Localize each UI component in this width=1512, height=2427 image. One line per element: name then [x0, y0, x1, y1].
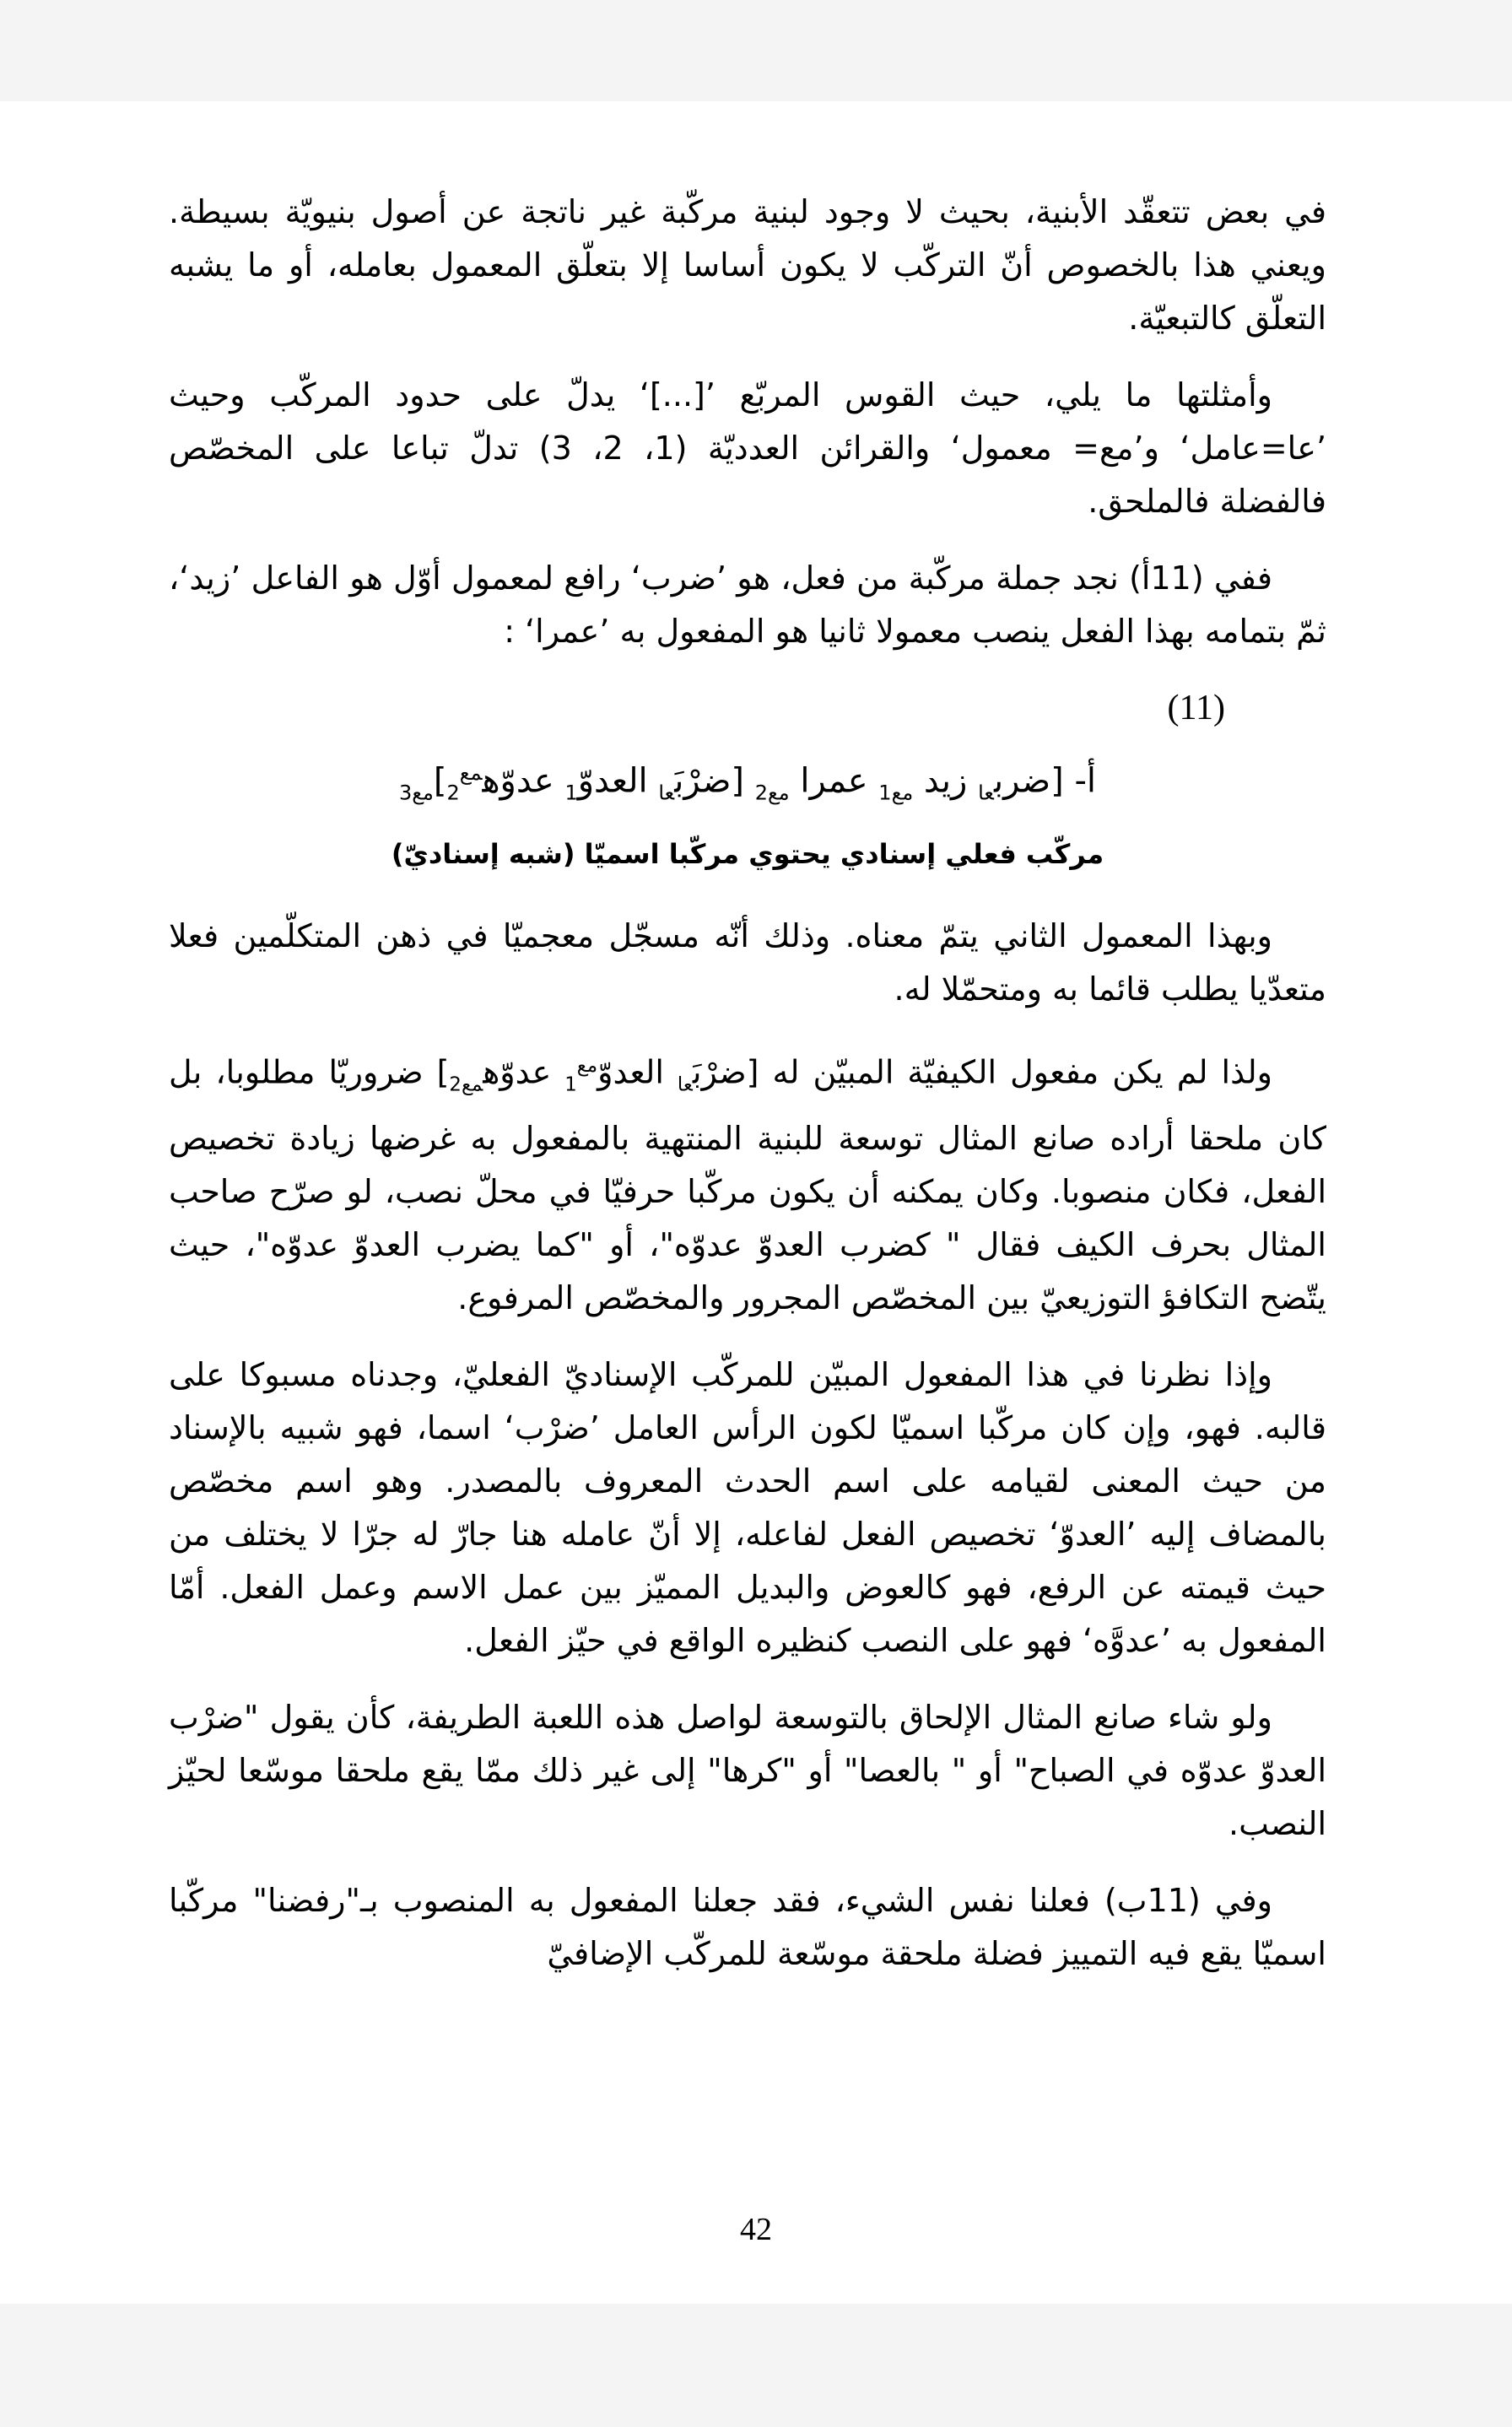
paragraph-8-text: وفي (11ب) فعلنا نفس الشيء، فقد جعلنا المفعول به المنصوب بـ"رفضنا" مركّبا اسميّا يقع فيه التمييز فضلة ملحقة موسّعة للمركّب الإضافيّ	[169, 1881, 1326, 1972]
paragraph-3-text: ففي (11أ) نجد جملة مركّبة من فعل، هو ’ضرب‘ رافع لمعمول أوّل هو الفاعل ’زيد‘، ثمّ بتمامه بهذا الفعل ينصب معمولا ثانيا هو المفعول به ’عمرا‘ :	[169, 559, 1326, 650]
sub-amil-2: عا	[658, 781, 675, 805]
document-page	[0, 101, 1512, 2304]
sub-amil-3: عا	[677, 1073, 693, 1096]
paragraph-5-text-c: عدوّه	[483, 1053, 565, 1091]
paragraph-7-text: ولو شاء صانع المثال الإلحاق بالتوسعة لواصل هذه اللعبة الطريفة، كأن يقول "ضرْب العدوّ عدوّه في الصباح" أو " بالعصا" أو "كرها" إلى غير ذلك ممّا يقع ملحقا موسّعا لحيّز النصب.	[169, 1698, 1326, 1842]
body-text	[169, 186, 1326, 2004]
paragraph-4-text: وبهذا المعمول الثاني يتمّ معناه. وذلك أنّه مسجّل معجميّا في ذهن المتكلّمين فعلا متعدّيا يطلب قائما به ومتحمّلا له.	[169, 917, 1326, 1008]
paragraph-2-text-a: وأمثلتها ما يلي، حيث القوس المربّع ’[...]‘ يدلّ على حدود المركّب وحيث ’عا=عامل‘ و’مع= معمول‘ والقرائن العدديّة (1، 2، 3	[169, 376, 1327, 467]
sub-amil: عا	[978, 781, 994, 805]
sup-mamul: مع	[459, 761, 483, 785]
paragraph-5-text-b: العدوّ	[597, 1053, 678, 1091]
paragraph-5-text-d: ] ضروريّا مطلوبا، بل كان ملحقا أراده صانع المثال توسعة للبنية المنتهية بالمفعول به غرضها زيادة تخصيص الفعل، فكان منصوبا. وكان يمكنه أن يكون مركّبا حرفيّا في محلّ نصب، لو صرّح صاحب المثال بحرف الكيف فقال " كضرب العدوّ عدوّه"، أو "كما يضرب العدوّ عدوّه"، حيث يتّضح التكافؤ التوزيعيّ بين المخصّص المجرور والمخصّص المرفوع.	[169, 1053, 1326, 1316]
example-a-aduw: العدوّ	[577, 761, 659, 801]
example-caption: مركّب فعلي إسنادي يحتوي مركّبا اسميّا (شبه إسناديّ)	[391, 838, 1104, 871]
paragraph-1-text: في بعض تتعقّد الأبنية، بحيث لا وجود لبنية مركّبة غير ناتجة عن أصول بنيويّة بسيطة. ويعني هذا بالخصوص أنّ التركّب لا يكون أساسا إلا بتعلّق المعمول بعامله، أو ما يشبه التعلّق كالتبعيّة.	[169, 193, 1326, 337]
paragraph-5-text-a: ولذا لم يكن مفعول الكيفيّة المبيّن له [ضرْبَ	[692, 1053, 1272, 1091]
page-number: 42	[740, 2212, 772, 2247]
example-a-end: ]	[433, 761, 447, 801]
paragraph-3	[169, 552, 1326, 658]
paragraph-8	[169, 1874, 1326, 1981]
example-a-zaid: زيد	[913, 761, 979, 801]
paragraph-6-text: وإذا نظرنا في هذا المفعول المبيّن للمركّب الإسناديّ الفعليّ، وجدناه مسبوكا على قالبه. فهو، وإن كان مركّبا اسميّا لكون الرأس العامل ’ضرْب‘ اسما، فهو شبيه بالإسناد من حيث المعنى لقيامه على اسم الحدث المعروف بالمصدر. وهو اسم مخصّص بالمضاف إليه ’العدوّ‘ تخصيص الفعل لفاعله، إلا أنّ عامله هنا جارّ له جرّا لا يختلف من حيث قيمته عن الرفع، فهو كالعوض والبديل المميّز بين عمل الاسم وعمل الفعل. أمّا المفعول به ’عدوَّه‘ فهو على النصب كنظيره الواقع في حيّز الفعل.	[169, 1355, 1326, 1659]
example-a	[169, 747, 1326, 819]
sub-mamul-1: مع1	[878, 781, 914, 805]
example-a-aduwh: عدوّه	[482, 761, 565, 801]
example-a-verb: أ- [ضرب	[993, 761, 1097, 801]
example-number: (11)	[1167, 689, 1225, 727]
paragraph-7	[169, 1691, 1326, 1851]
paragraph-4	[169, 910, 1326, 1016]
example-a-amr: عمرا	[789, 761, 879, 801]
sub-mamul-2b: مع2	[449, 1073, 483, 1096]
sup-mamul-2: مع	[576, 1055, 598, 1078]
example-a-darb: [ضرْبَ	[674, 761, 755, 801]
paragraph-5	[169, 1040, 1326, 1324]
sub-one-2: 1	[564, 1073, 577, 1096]
paragraph-1	[169, 186, 1326, 345]
sub-mamul-2: مع2	[754, 781, 790, 805]
sub-mamul-3: مع3	[398, 781, 434, 805]
paragraph-6	[169, 1349, 1326, 1668]
paragraph-2	[169, 369, 1326, 528]
sub-two: 2	[446, 781, 460, 805]
paragraph-2-text-b: ) تدلّ تباعا على المخصّص فالفضلة فالملحق.	[169, 430, 1326, 520]
sub-one: 1	[564, 781, 578, 805]
